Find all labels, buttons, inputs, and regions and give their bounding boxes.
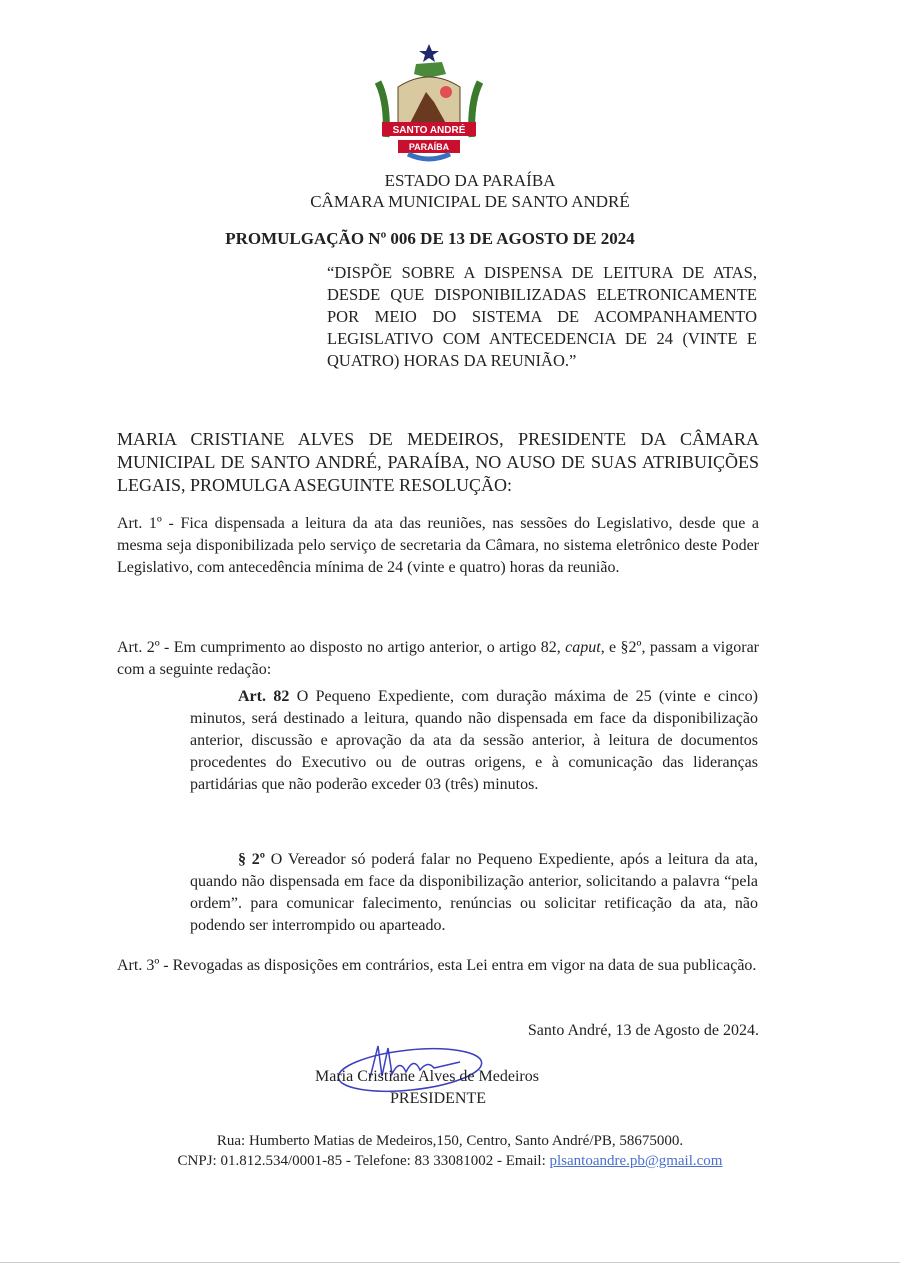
paragraph-2-text: O Vereador só poderá falar no Pequeno Expediente, após a leitura da ata, quando não dispensada em face da disponibilização anterior, solicitando a palavra “pela ordem”. para comunicar falecimento, renúncias ou solicitar retificação da ata, não podendo ser interrompido ou aparteado. [190,851,759,934]
article-2-text-end: , e §2º, passam a vigorar com a seguinte redação: [117,639,760,678]
date-line: Santo André, 13 de Agosto de 2024. [527,1022,759,1039]
municipal-crest-logo [368,42,490,164]
article-1: Art. 1º - Fica dispensada a leitura da ata das reuniões, nas sessões do Legislativo, desde que a mesma seja disponibilizada pelo serviço de secretaria da Câmara, no sistema eletrônico deste Poder Legislativo, com antecedência mínima de 24 (vinte e quatro) horas da reunião. [117,515,759,576]
ementa: “DISPÕE SOBRE A DISPENSA DE LEITURA DE ATAS, DESDE QUE DISPONIBILIZADAS ELETRONICAMENTE POR MEIO DO SISTEMA DE ACOMPANHAMENTO LEGISLATIVO COM ANTECEDENCIA DE 24 (VINTE E QUATRO) HORAS DA REUNIÃO.” [327,263,757,370]
page-edge [0,1262,900,1263]
signatory-role: PRESIDENTE [390,1090,486,1107]
signatory-name: Maria Cristiane Alves de Medeiros [315,1068,539,1085]
preamble: MARIA CRISTIANE ALVES DE MEDEIROS, PRESIDENTE DA CÂMARA MUNICIPAL DE SANTO ANDRÉ, PARAÍBA, NO AUSO DE SUAS ATRIBUIÇÕES LEGAIS, PROMULGA ASEGUINTE RESOLUÇÃO: [117,429,759,495]
article-2-text: Art. 2º - Em cumprimento ao disposto no artigo anterior, o artigo 82, [117,639,566,656]
paragraph-2-label: § 2º [238,851,266,868]
article-82-label: Art. 82 [238,688,290,705]
chamber-name: CÂMARA MUNICIPAL DE SANTO ANDRÉ [310,192,630,211]
article-3: Art. 3º - Revogadas as disposições em contrários, esta Lei entra em vigor na data de sua publicação. [117,957,757,974]
paragraph-2-quote [190,849,758,937]
state-name: ESTADO DA PARAÍBA [384,171,556,190]
footer-contact-text: CNPJ: 01.812.534/0001-85 - Telefone: 83 33081002 - Email: [177,1153,550,1169]
footer-address: Rua: Humberto Matias de Medeiros,150, Centro, Santo André/PB, 58675000. [216,1133,684,1149]
article-2 [117,637,759,681]
footer-email-link[interactable]: plsantoandre.pb@gmail.com [549,1153,723,1169]
article-82-text: O Pequeno Expediente, com duração máxima de 25 (vinte e cinco) minutos, será destinado a leitura, quando não dispensada em face da disponibilização anterior, discussão e aprovação da ata da sessão anterior, à leitura de documentos procedentes do Executivo ou de outras origens, e à comunicação das lideranças partidárias que não poderão exceder 03 (três) minutos. [190,688,759,793]
footer-contact [100,1151,800,1171]
document-title: PROMULGAÇÃO Nº 006 DE 13 DE AGOSTO DE 2024 [225,229,635,248]
crest-text-city: SANTO ANDRÉ [392,125,466,136]
article-82-quote [190,686,758,796]
article-2-caput: caput [565,639,601,656]
crest-text-state: PARAÍBA [408,142,450,152]
